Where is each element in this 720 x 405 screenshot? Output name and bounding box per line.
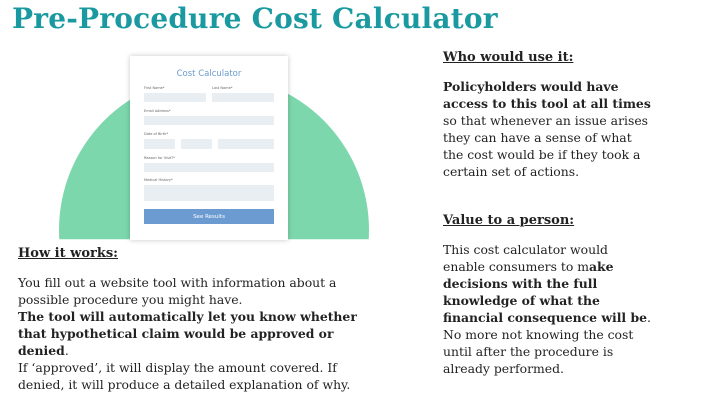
value-to-person-line-8: already performed. bbox=[443, 361, 564, 376]
who-would-use-line-4: they can have a sense of what bbox=[443, 130, 632, 145]
how-it-works-line-4: that hypothetical claim would be approved or bbox=[18, 326, 334, 341]
medical-history-label: Medical History* bbox=[144, 178, 173, 182]
value-to-person-line-5-tail: . bbox=[647, 310, 651, 325]
last-name-field[interactable] bbox=[212, 93, 274, 102]
form-title: Cost Calculator bbox=[176, 69, 242, 79]
value-to-person-line-6: No more not knowing the cost bbox=[443, 327, 634, 342]
first-name-label: First Name* bbox=[144, 86, 165, 90]
dob-day-field[interactable] bbox=[181, 139, 212, 149]
value-to-person-text bbox=[443, 241, 713, 377]
value-to-person-line-2-plain: enable consumers to m bbox=[443, 259, 590, 274]
value-to-person-line-3: decisions with the full bbox=[443, 276, 598, 291]
value-to-person-line-4: knowledge of what the bbox=[443, 293, 600, 308]
value-to-person-line-5-bold: financial consequence will be bbox=[443, 310, 647, 325]
who-would-use-line-6: certain set of actions. bbox=[443, 164, 580, 179]
how-it-works-line-3: The tool will automatically let you know whether bbox=[18, 309, 357, 324]
how-it-works-line-6: If ‘approved’, it will display the amount covered. If bbox=[18, 360, 337, 375]
how-it-works-line-5-tail: . bbox=[64, 343, 69, 358]
dob-year-field[interactable] bbox=[218, 139, 274, 149]
who-would-use-heading: Who would use it: bbox=[443, 50, 574, 65]
who-would-use-line-5: the cost would be if they took a bbox=[443, 147, 641, 162]
email-label: Email Address* bbox=[144, 109, 171, 113]
value-to-person-line-1: This cost calculator would bbox=[443, 242, 608, 257]
reason-for-visit-label: Reason for Visit?* bbox=[144, 156, 175, 160]
date-of-birth-label: Date of Birth* bbox=[144, 132, 169, 136]
see-results-button[interactable]: See Results bbox=[144, 209, 274, 224]
value-to-person-line-2-bold: ake bbox=[589, 259, 614, 274]
slide-title: Pre-Procedure Cost Calculator bbox=[12, 2, 498, 35]
how-it-works-line-7: denied, it will produce a detailed explanation of why. bbox=[18, 377, 351, 392]
how-it-works-text bbox=[18, 274, 418, 393]
who-would-use-line-3: so that whenever an issue arises bbox=[443, 113, 649, 128]
email-field[interactable] bbox=[144, 116, 274, 125]
first-name-field[interactable] bbox=[144, 93, 206, 102]
who-would-use-line-2: access to this tool at all times bbox=[443, 96, 651, 111]
how-it-works-line-2: possible procedure you might have. bbox=[18, 292, 243, 307]
dob-month-field[interactable] bbox=[144, 139, 175, 149]
how-it-works-heading: How it works: bbox=[18, 246, 118, 261]
medical-history-field[interactable] bbox=[144, 185, 274, 201]
who-would-use-line-1: Policyholders would have bbox=[443, 79, 619, 94]
cost-calculator-form-mockup bbox=[130, 56, 288, 240]
how-it-works-line-1: You fill out a website tool with information about a bbox=[18, 275, 337, 290]
value-to-person-line-7: until after the procedure is bbox=[443, 344, 614, 359]
last-name-label: Last Name* bbox=[212, 86, 233, 90]
who-would-use-text bbox=[443, 78, 713, 180]
reason-for-visit-field[interactable] bbox=[144, 163, 274, 172]
how-it-works-line-5-bold: denied bbox=[18, 343, 65, 358]
value-to-person-heading: Value to a person: bbox=[443, 213, 575, 228]
